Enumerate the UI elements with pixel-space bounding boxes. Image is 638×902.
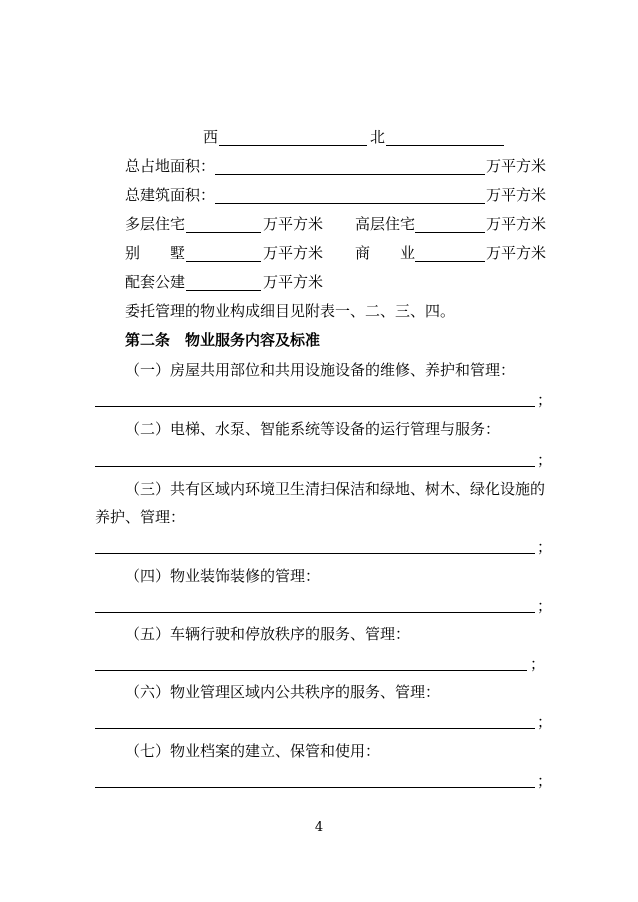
item-2-blank[interactable] — [95, 466, 535, 467]
item-7-blank[interactable] — [95, 787, 535, 788]
page-number: 4 — [314, 820, 324, 835]
villa-label-2: 墅 — [170, 244, 186, 262]
commercial-label-1: 商 — [355, 244, 371, 262]
total-build-unit: 万平方米 — [486, 186, 547, 204]
high-rise-label: 高层住宅 — [355, 215, 416, 233]
item-5-blank[interactable] — [95, 670, 527, 671]
item-5-semicolon: ； — [530, 655, 546, 673]
item-3-semicolon: ； — [537, 538, 553, 556]
north-label: 北 — [370, 128, 386, 146]
item-5-text: （五）车辆行驶和停放秩序的服务、管理： — [125, 625, 411, 643]
article-2-heading: 第二条 物业服务内容及标准 — [125, 331, 321, 349]
item-1-semicolon: ； — [537, 391, 553, 409]
supporting-label: 配套公建 — [125, 273, 186, 291]
item-3-text-cont: 养护、管理： — [95, 508, 186, 526]
total-build-blank[interactable] — [215, 203, 485, 204]
item-7-text: （七）物业档案的建立、保管和使用： — [125, 742, 381, 760]
high-rise-blank[interactable] — [415, 232, 485, 233]
villa-label-1: 别 — [125, 244, 141, 262]
north-blank[interactable] — [386, 145, 504, 146]
commercial-blank[interactable] — [415, 261, 485, 262]
item-7-semicolon: ； — [537, 772, 553, 790]
villa-blank[interactable] — [186, 261, 261, 262]
multi-storey-label: 多层住宅 — [125, 215, 186, 233]
item-4-blank[interactable] — [95, 612, 535, 613]
item-3-text: （三）共有区域内环境卫生清扫保洁和绿地、树木、绿化设施的 — [125, 480, 546, 498]
item-1-text: （一）房屋共用部位和共用设施设备的维修、养护和管理： — [125, 361, 516, 379]
item-2-semicolon: ； — [537, 451, 553, 469]
total-build-label: 总建筑面积： — [125, 186, 216, 204]
item-6-text: （六）物业管理区域内公共秩序的服务、管理： — [125, 683, 441, 701]
supporting-blank[interactable] — [186, 290, 261, 291]
supporting-unit: 万平方米 — [263, 273, 324, 291]
commercial-unit: 万平方米 — [486, 244, 547, 262]
item-2-text: （二）电梯、水泵、智能系统等设备的运行管理与服务： — [125, 420, 501, 438]
high-rise-unit: 万平方米 — [486, 215, 547, 233]
multi-storey-unit: 万平方米 — [263, 215, 324, 233]
item-6-semicolon: ； — [537, 713, 553, 731]
total-land-blank[interactable] — [215, 174, 485, 175]
commercial-label-2: 业 — [400, 244, 416, 262]
item-4-semicolon: ； — [537, 597, 553, 615]
item-6-blank[interactable] — [95, 728, 535, 729]
multi-storey-blank[interactable] — [186, 232, 261, 233]
total-land-unit: 万平方米 — [486, 157, 547, 175]
villa-unit: 万平方米 — [263, 244, 324, 262]
appendix-note: 委托管理的物业构成细目见附表一、二、三、四。 — [125, 302, 456, 320]
item-4-text: （四）物业装饰装修的管理： — [125, 567, 321, 585]
item-3-blank[interactable] — [95, 553, 535, 554]
west-label: 西 — [203, 128, 219, 146]
total-land-label: 总占地面积： — [125, 157, 216, 175]
west-blank[interactable] — [219, 145, 367, 146]
item-1-blank[interactable] — [95, 406, 535, 407]
